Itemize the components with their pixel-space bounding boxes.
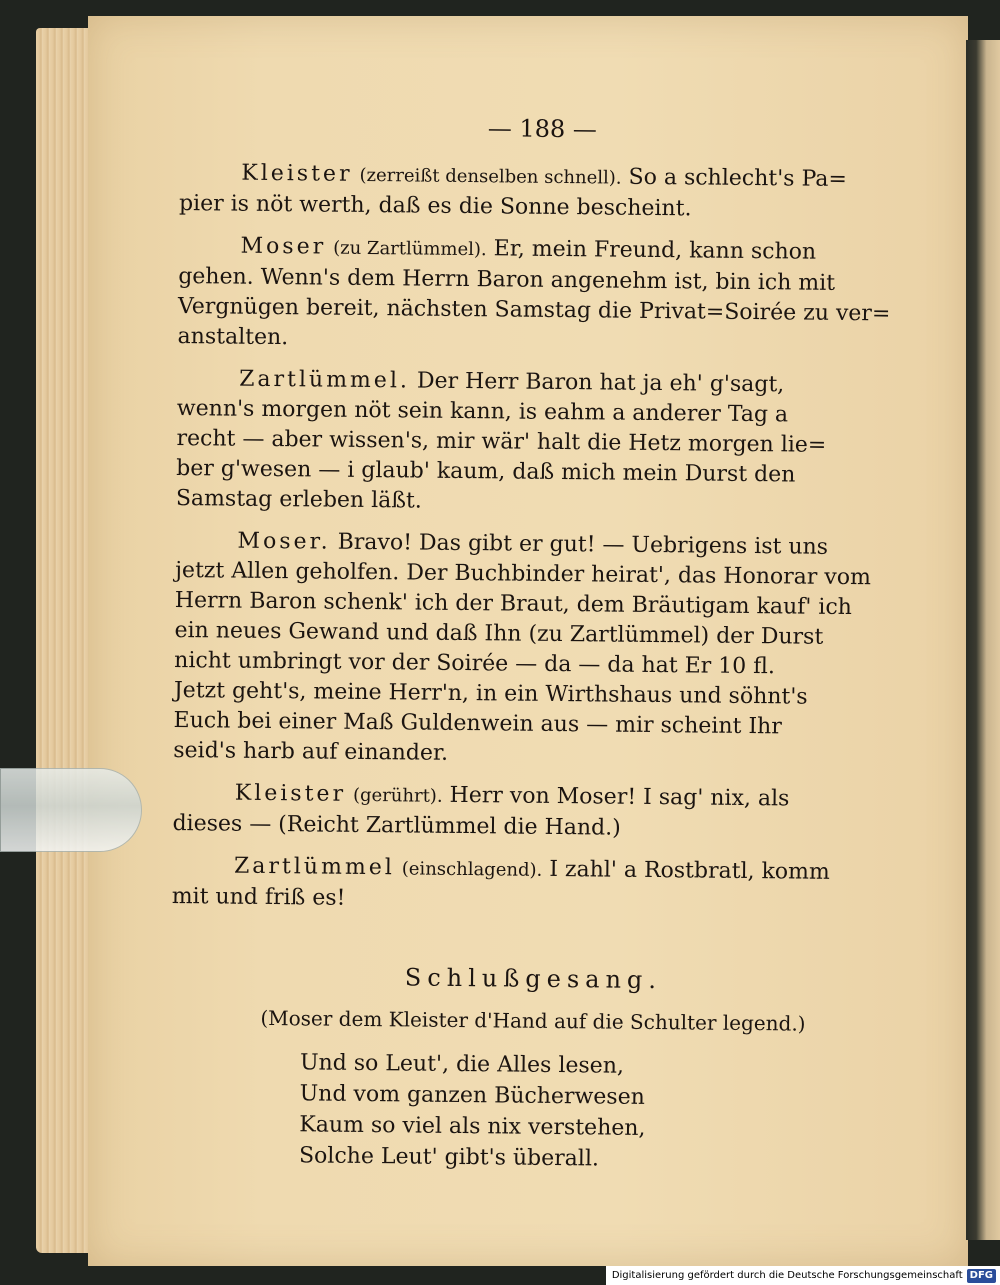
speech-4 [173, 526, 900, 774]
speaker-name: Zartlümmel [233, 853, 395, 881]
speaker-name: Zartlümmel. [239, 366, 411, 394]
speech-line: recht — aber wissen's, mir wär' halt die Hetz morgen lie= [176, 425, 827, 458]
speech-line: Euch bei einer Maß Guldenwein aus — mir scheint Ihr [173, 707, 782, 740]
speech-line: mit und friß es! [171, 883, 346, 911]
speech-text: I zahl' a Rostbratl, komm [549, 856, 830, 885]
speech-line: Vergnügen bereit, nächsten Samstag die Privat=Soirée zu ver= [177, 293, 891, 327]
speech-2 [177, 231, 903, 360]
speech-line: dieses — (Reicht Zartlümmel die Hand.) [172, 810, 621, 841]
speaker-name: Kleister [234, 780, 347, 807]
verse-line: Und vom ganzen Bücherwesen [299, 1081, 645, 1110]
speech-text: Der Herr Baron hat ja eh' g'sagt, [416, 368, 785, 398]
speech-line: Herrn Baron schenk' ich der Braut, dem Bräutigam kauf' ich [174, 587, 853, 621]
speech-3 [176, 364, 903, 522]
speech-5 [172, 778, 898, 847]
stage-direction: (gerührt). [352, 784, 443, 807]
dfg-logo-icon: DFG [967, 1269, 996, 1283]
speech-line: ein neues Gewand und daß Ihn (zu Zartlümmel) der Durst [174, 617, 824, 650]
speech-line: wenn's morgen nöt sein kann, is eahm a anderer Tag a [176, 395, 789, 428]
speech-1 [179, 158, 905, 227]
speech-line: Samstag erleben läßt. [175, 485, 422, 514]
speech-6 [172, 851, 898, 920]
speaker-name: Kleister [241, 160, 353, 187]
speech-line: nicht umbringt vor der Soirée — da — da hat Er 10 fl. [174, 647, 776, 680]
verse-line: Und so Leut', die Alles lesen, [299, 1050, 625, 1079]
verse-line: Kaum so viel als nix verstehen, [299, 1112, 646, 1141]
book-gutter [966, 40, 1000, 1240]
stage-direction: (einschlagend). [401, 858, 543, 881]
speech-text: So a schlecht's Pa= [628, 164, 848, 192]
speech-line: Jetzt geht's, meine Herr'n, in ein Wirthshaus und söhnt's [173, 677, 808, 710]
page-text [169, 110, 905, 1178]
speech-text: Bravo! Das gibt er gut! — Uebrigens ist uns [337, 529, 829, 560]
section-heading: Schlußgesang. [404, 963, 663, 995]
page-clip [0, 768, 142, 852]
footer-banner [606, 1266, 1000, 1285]
page-number: — 188 — [487, 114, 597, 144]
speech-line: anstalten. [177, 323, 289, 351]
speech-line: pier is nöt werth, daß es die Sonne bescheint. [178, 190, 692, 222]
speech-line: gehen. Wenn's dem Herrn Baron angenehm ist, bin ich mit [178, 263, 836, 296]
verse-line: Solche Leut' gibt's überall. [298, 1143, 600, 1172]
footer-text: Digitalisierung gefördert durch die Deutsche Forschungsgemeinschaft [611, 1270, 963, 1281]
speech-line: ber g'wesen — i glaub' kaum, daß mich mein Durst den [176, 455, 796, 488]
stage-direction: (zerreißt denselben schnell). [359, 164, 622, 189]
speech-line: jetzt Allen geholfen. Der Buchbinder heirat', das Honorar vom [175, 557, 872, 591]
speaker-name: Moser. [237, 528, 331, 555]
speech-line: seid's harb auf einander. [173, 737, 449, 766]
stage-direction: (zu Zartlümmel). [333, 237, 487, 261]
stage-direction-line: (Moser dem Kleister d'Hand auf die Schulter legend.) [260, 1005, 806, 1036]
speech-text: Er, mein Freund, kann schon [493, 236, 817, 265]
speaker-name: Moser [240, 233, 327, 260]
verse-block [169, 1046, 895, 1178]
speech-text: Herr von Moser! I sag' nix, als [449, 782, 790, 812]
